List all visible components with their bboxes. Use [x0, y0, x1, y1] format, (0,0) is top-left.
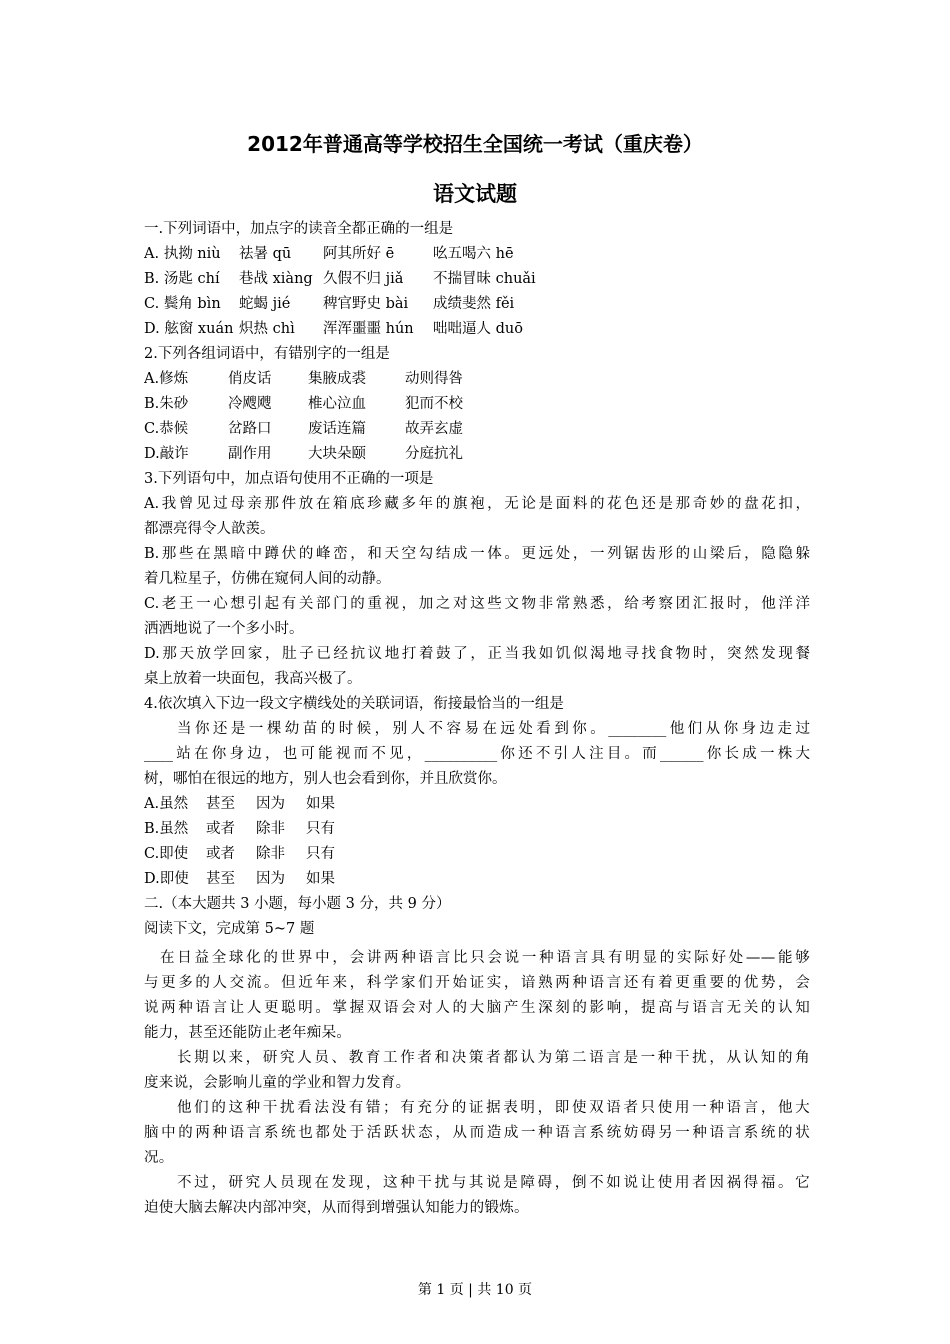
exam-subtitle: 语文试题 [433, 182, 517, 206]
reading-paragraph [144, 1171, 810, 1221]
q1-option-cell: 浑浑噩噩 hún [323, 321, 414, 337]
q3-line: 都漂亮得令人歆羡。 [144, 521, 275, 537]
q4-passage-line: ____站在你身边，也可能视而不见，__________你还不引人注目。而______你长成一株大 [144, 746, 810, 762]
reading-line: 度来说，会影响儿童的学业和智力发育。 [144, 1075, 411, 1091]
q1-option-cell: B. 汤匙 chí [144, 271, 220, 287]
q1-option-cell: A. 执拗 niù [144, 246, 221, 262]
q4-option-cell: 只有 [306, 846, 335, 862]
q2-option-cell: 俏皮话 [228, 371, 272, 387]
q4-option-cell: C.即使 [144, 846, 189, 862]
section2-heading: 二.（本大题共 3 小题，每小题 3 分，共 9 分） [144, 896, 451, 912]
q4-option-cell: 或者 [206, 846, 235, 862]
reading-line: 况。 [144, 1150, 174, 1166]
q2-option-row [144, 392, 810, 417]
reading-line: 不过，研究人员现在发现，这种干扰与其说是障碍，倒不如说让使用者因祸得福。它 [177, 1175, 810, 1191]
reading-paragraph [144, 1096, 810, 1171]
page-footer [0, 1279, 950, 1299]
q4-option-cell: 因为 [256, 871, 285, 887]
q4-option-cell: A.虽然 [144, 796, 189, 812]
q3-stem: 3.下列语句中，加点语句使用不正确的一项是 [144, 471, 434, 487]
q3-line: C.老王一心想引起有关部门的重视，加之对这些文物非常熟悉，给考察团汇报时，他洋洋 [144, 596, 810, 612]
q4-option-row [144, 867, 810, 892]
reading-line: 长期以来，研究人员、教育工作者和决策者都认为第二语言是一种干扰，从认知的角 [177, 1050, 810, 1066]
q1-option-cell: 稗官野史 bài [323, 296, 409, 312]
q4-option-cell: 因为 [256, 796, 285, 812]
reading-line: 说两种语言让人更聪明。掌握双语会对人的大脑产生深刻的影响，提高与语言无关的认知 [144, 1000, 810, 1016]
q2-option-cell: 动则得咎 [405, 371, 463, 387]
reading-line: 迫使大脑去解决内部冲突，从而得到增强认知能力的锻炼。 [144, 1200, 529, 1216]
reading-line: 脑中的两种语言系统也都处于活跃状态，从而造成一种语言系统妨碍另一种语言系统的状 [144, 1125, 810, 1141]
q2-option-cell: 废话连篇 [308, 421, 366, 437]
q4-option-cell: 或者 [206, 821, 235, 837]
q2-option-cell: 大块朵颐 [308, 446, 366, 462]
q2-option-cell: 故弄玄虚 [405, 421, 463, 437]
q4-passage [144, 717, 810, 792]
q1-option-cell: 久假不归 jiǎ [323, 271, 404, 287]
q1-options [144, 242, 810, 342]
reading-passage [144, 946, 810, 1221]
q2-option-cell: 冷飕飕 [228, 396, 272, 412]
section2-instruction: 阅读下文，完成第 5~7 题 [144, 921, 315, 937]
q2-option-cell: 分庭抗礼 [405, 446, 463, 462]
exam-body [144, 217, 810, 1221]
q2-option-cell: 犯而不校 [405, 396, 463, 412]
q2-option-cell: 副作用 [228, 446, 272, 462]
q1-option-row [144, 242, 810, 267]
q3-line: 桌上放着一块面包，我高兴极了。 [144, 671, 362, 687]
q1-option-cell: 成绩斐然 fěi [433, 296, 515, 312]
q1-option-cell: C. 鬓角 bìn [144, 296, 221, 312]
q3-line: 着几粒星子，仿佛在窥伺人间的动静。 [144, 571, 391, 587]
q4-option-cell: 如果 [306, 871, 335, 887]
q3-lines [144, 492, 810, 692]
q2-option-cell: B.朱砂 [144, 396, 189, 412]
q2-stem: 2.下列各组词语中，有错别字的一组是 [144, 346, 390, 362]
q3-line: B.那些在黑暗中蹲伏的峰峦，和天空勾结成一体。更远处，一列锯齿形的山梁后，隐隐躲 [144, 546, 810, 562]
q4-option-row [144, 817, 810, 842]
reading-line: 与更多的人交流。但近年来，科学家们开始证实，谙熟两种语言还有着更重要的优势，会 [144, 975, 810, 991]
q2-option-cell: 集腋成裘 [308, 371, 366, 387]
q3-line: A.我曾见过母亲那件放在箱底珍藏多年的旗袍，无论是面料的花色还是那奇妙的盘花扣， [144, 496, 810, 512]
reading-line: 能力，甚至还能防止老年痴呆。 [144, 1025, 352, 1041]
q2-option-cell: A.修炼 [144, 371, 189, 387]
q1-option-cell: 炽热 chì [239, 321, 295, 337]
q4-stem: 4.依次填入下边一段文字横线处的关联词语，衔接最恰当的一组是 [144, 696, 564, 712]
q4-option-cell: 只有 [306, 821, 335, 837]
q1-option-cell: 咄咄逼人 duō [433, 321, 523, 337]
q2-options [144, 367, 810, 467]
q1-option-row [144, 267, 810, 292]
q2-option-row [144, 442, 810, 467]
q1-option-cell: D. 舷窗 xuán [144, 321, 234, 337]
q1-stem: 一.下列词语中，加点字的读音全都正确的一组是 [144, 221, 454, 237]
reading-line: 他们的这种干扰看法没有错；有充分的证据表明，即使双语者只使用一种语言，他大 [177, 1100, 810, 1116]
q4-option-cell: 如果 [306, 796, 335, 812]
q4-option-cell: 甚至 [206, 871, 235, 887]
q4-option-row [144, 792, 810, 817]
q2-option-cell: D.敲诈 [144, 446, 189, 462]
q4-option-cell: D.即使 [144, 871, 189, 887]
q4-passage-line: 当你还是一棵幼苗的时候，别人不容易在远处看到你。________他们从你身边走过 [177, 721, 810, 737]
q1-option-row [144, 317, 810, 342]
q1-option-row [144, 292, 810, 317]
q1-option-cell: 不揣冒昧 chuǎi [433, 271, 536, 287]
q4-option-row [144, 842, 810, 867]
q2-option-cell: 椎心泣血 [308, 396, 366, 412]
q1-option-cell: 吆五喝六 hē [433, 246, 514, 262]
q2-option-cell: 岔路口 [228, 421, 272, 437]
reading-paragraph [144, 946, 810, 1046]
q4-option-cell: 除非 [256, 846, 285, 862]
q1-option-cell: 祛暑 qū [239, 246, 292, 262]
reading-paragraph [144, 1046, 810, 1096]
q2-option-cell: C.恭候 [144, 421, 189, 437]
q2-option-row [144, 367, 810, 392]
q4-option-cell: 除非 [256, 821, 285, 837]
q4-passage-line: 树，哪怕在很远的地方，别人也会看到你，并且欣赏你。 [144, 771, 507, 787]
page-number: 第 1 页 | 共 10 页 [417, 1282, 533, 1298]
q2-option-row [144, 417, 810, 442]
q3-line: 洒洒地说了一个多小时。 [144, 621, 304, 637]
q1-option-cell: 巷战 xiàng [239, 271, 313, 287]
q4-options [144, 792, 810, 892]
q1-option-cell: 阿其所好 ē [323, 246, 395, 262]
q1-option-cell: 蛇蝎 jié [239, 296, 291, 312]
reading-line: 在日益全球化的世界中，会讲两种语言比只会说一种语言具有明显的实际好处——能够 [160, 950, 810, 966]
q4-option-cell: 甚至 [206, 796, 235, 812]
exam-title: 2012年普通高等学校招生全国统一考试（重庆卷） [247, 132, 703, 156]
q3-line: D.那天放学回家，肚子已经抗议地打着鼓了，正当我如饥似渴地寻找食物时，突然发现餐 [144, 646, 810, 662]
q4-option-cell: B.虽然 [144, 821, 189, 837]
